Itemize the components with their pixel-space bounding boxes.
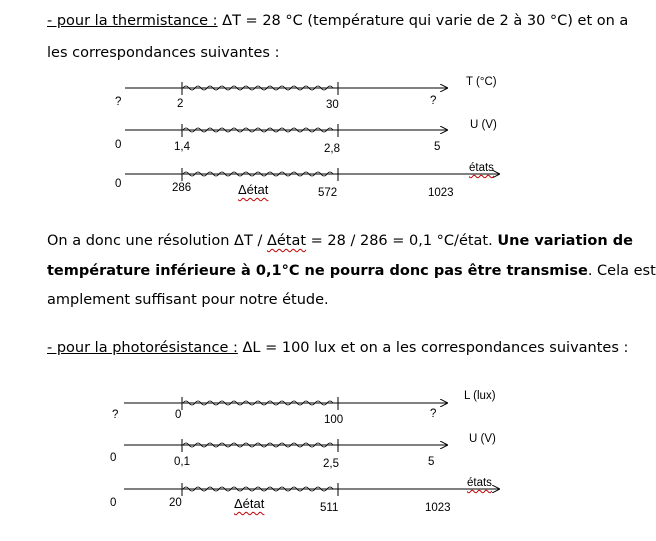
axis-light <box>124 397 447 410</box>
thermistance-heading: - pour la thermistance : <box>47 13 218 29</box>
d1-u-unit: U (V) <box>470 119 497 131</box>
d1-s-right: 1023 <box>428 187 454 199</box>
resolution-delta-etat: Δétat <box>266 233 307 249</box>
resolution-text-b: = 28 / 286 = 0,1 °C/état. <box>306 233 498 249</box>
d2-l-start: 0 <box>175 409 182 421</box>
photoresistance-text: ΔL = 100 lux et on a les correspondances suivantes : <box>237 340 629 356</box>
d1-t-start: 2 <box>177 98 184 110</box>
d2-u-right: 5 <box>428 456 435 468</box>
d1-t-unit: T (°C) <box>466 76 497 88</box>
d1-t-left: ? <box>115 96 122 108</box>
d2-s-left: 0 <box>110 497 117 509</box>
d2-u-left: 0 <box>110 452 117 464</box>
axis-voltage <box>125 124 447 137</box>
d2-s-start: 20 <box>169 497 182 509</box>
d2-s-right: 1023 <box>425 502 451 514</box>
d1-u-start: 1,4 <box>174 141 190 153</box>
axis-voltage-2 <box>124 439 447 452</box>
d1-s-delta: Δétat <box>238 182 269 197</box>
d2-l-right: ? <box>430 408 437 420</box>
resolution-line-3: amplement suffisant pour notre étude. <box>47 292 329 308</box>
d2-s-delta: Δétat <box>234 496 265 511</box>
d2-s-end: 511 <box>320 502 339 514</box>
photoresistance-heading: - pour la photorésistance : <box>47 340 238 356</box>
d2-l-unit: L (lux) <box>464 390 496 402</box>
d2-u-unit: U (V) <box>469 433 496 445</box>
d1-t-right: ? <box>430 95 437 107</box>
d2-l-end: 100 <box>324 414 344 426</box>
d1-u-right: 5 <box>434 141 441 153</box>
d2-u-end: 2,5 <box>323 458 339 470</box>
resolution-bold-b: température inférieure à 0,1°C ne pourra donc pas être transmise <box>47 263 588 279</box>
d1-u-end: 2,8 <box>324 143 340 155</box>
axis-states <box>125 168 499 181</box>
resolution-text-c: . Cela est <box>587 263 656 279</box>
resolution-text-a: On a donc une résolution ΔT / <box>47 233 267 249</box>
d1-s-start: 286 <box>172 182 192 194</box>
diagram-1 <box>125 82 499 181</box>
d2-u-start: 0,1 <box>174 456 190 468</box>
axis-temperature <box>125 82 447 95</box>
thermistance-line-1-text: ΔT = 28 °C (température qui varie de 2 à 30 °C) et on a <box>217 13 629 29</box>
d2-s-unit: états <box>467 477 492 489</box>
d1-u-left: 0 <box>115 139 122 151</box>
resolution-bold-a: Une variation de <box>497 233 633 249</box>
d1-s-left: 0 <box>115 178 122 190</box>
d2-l-left: ? <box>112 409 119 421</box>
d1-s-end: 572 <box>318 187 338 199</box>
d1-t-end: 30 <box>326 99 339 111</box>
axis-states-2 <box>124 483 499 496</box>
d1-s-unit: états <box>469 162 494 174</box>
thermistance-line-2: les correspondances suivantes : <box>47 45 280 61</box>
